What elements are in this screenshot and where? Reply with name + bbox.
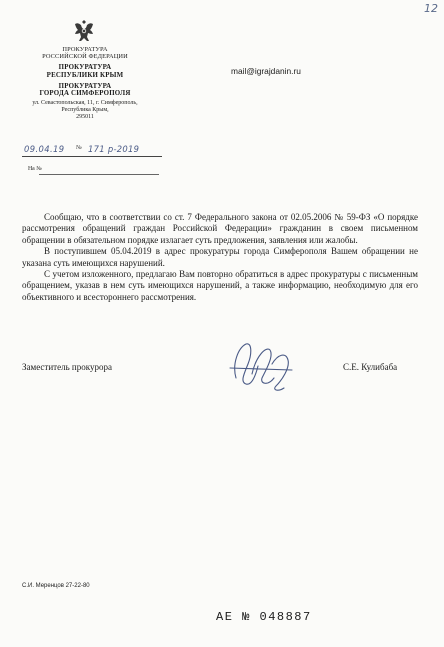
letterhead-line: РОССИЙСКОЙ ФЕДЕРАЦИИ [42,52,128,60]
executor-contact: С.И. Меренцов 27-22-80 [22,583,90,589]
double-headed-eagle-emblem-icon [69,16,99,46]
recipient-email: mail@igrajdanin.ru [231,66,301,76]
reference-line [28,165,159,175]
handwritten-page-number: 12 [424,2,438,15]
body-paragraph: С учетом изложенного, предлагаю Вам повторно обратиться в адрес прокуратуры с письменным обращением, указав в нем суть имеющихся нарушений, а также информацию, необходимую для его объективного и всестороннего рассмотрения. [22,269,418,302]
registration-number: 171 р-2019 [88,144,140,154]
reference-label: На № [28,166,42,172]
letterhead-address: Республика Крым, [61,107,109,114]
registration-date: 09.04.19 [24,144,65,154]
letterhead-address: 295011 [76,113,94,120]
letterhead-org: ПРОКУРАТУРА [58,64,112,72]
registration-line [22,145,162,157]
letterhead-line: ПРОКУРАТУРА [62,46,108,53]
form-serial-number: АЕ № 048887 [216,610,312,624]
letter-body [22,212,418,303]
signer-role: Заместитель прокурора [22,362,112,372]
handwritten-signature [222,334,302,400]
letterhead [22,47,148,120]
letterhead-address: ул. Севастопольская, 11, г. Симферополь, [32,100,138,107]
letterhead-org: РЕСПУБЛИКИ КРЫМ [46,71,124,79]
body-paragraph: Сообщаю, что в соответствии со ст. 7 Федерального закона от 02.05.2006 № 59-ФЗ «О порядке рассмотрения обращений граждан Российской Федерации» гражданин в своем письменном обращении в обязательном порядке излагает суть предложения, заявления или жалобы. [22,212,418,245]
body-paragraph: В поступившем 05.04.2019 в адрес прокуратуры города Симферополя Вашем обращении не указана суть имеющихся нарушений. [22,246,418,268]
letterhead-org: ПРОКУРАТУРА [58,82,112,90]
registration-separator: № [76,145,82,151]
letterhead-org: ГОРОДА СИМФЕРОПОЛЯ [39,90,131,98]
signer-name: С.Е. Кулибаба [343,362,398,372]
